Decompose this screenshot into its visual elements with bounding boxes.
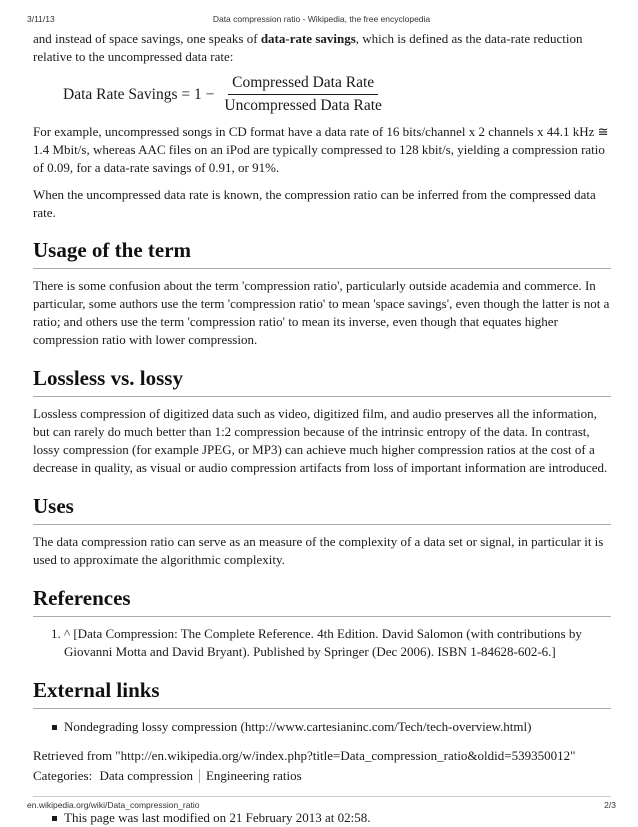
category-separator [199, 769, 200, 783]
data-rate-savings-term: data-rate savings [260, 31, 356, 46]
bullet-icon [52, 816, 57, 821]
print-page-number: 2/3 [604, 800, 616, 810]
print-url: en.wikipedia.org/wiki/Data_compression_ratio [27, 800, 200, 810]
footer-divider [33, 796, 611, 797]
print-date: 3/11/13 [27, 14, 55, 24]
retrieved-from: Retrieved from "http://en.wikipedia.org/w/index.php?title=Data_compression_ratio&oldid=539350012" [33, 748, 576, 763]
heading-external-links: External links [33, 677, 611, 709]
external-link-text[interactable]: Nondegrading lossy compression (http://www.cartesianinc.com/Tech/tech-overview.html) [64, 719, 532, 734]
intro-text-rest: , which is defined as the data-rate reduction relative to the uncompressed data rate: [33, 31, 583, 64]
uses-paragraph: The data compression ratio can serve as an measure of the complexity of a data set or signal, in particular it is used to approximate the algorithmic complexity. [33, 534, 604, 567]
heading-references: References [33, 585, 611, 617]
heading-lossless: Lossless vs. lossy [33, 365, 611, 397]
print-footer [27, 800, 616, 812]
references-list [33, 625, 611, 661]
intro-paragraph [33, 30, 611, 66]
external-link-item[interactable] [64, 718, 611, 736]
usage-paragraph: There is some confusion about the term 'compression ratio', particularly outside academia and commerce. In particular, some authors use the term 'compression ratio' to mean 'space savings', even though the latter is not a ratio; and others use the term 'compression ratio' to mean its inverse, even though that equates higher compression ratio with lower compression. [33, 278, 610, 347]
formula-lhs: Data Rate Savings = 1 − [63, 85, 215, 103]
heading-usage: Usage of the term [33, 237, 611, 269]
intro-text: and instead of space savings, one speaks of [33, 31, 261, 46]
reference-item[interactable]: 1. ^ [Data Compression: The Complete Reference. 4th Edition. David Salomon (with contributions by Giovanni Motta and David Bryant). Published by Springer (Dec 2006). ISBN 1-84628-602-6.] [64, 625, 611, 661]
category-link-data-compression[interactable]: Data compression [99, 768, 193, 783]
heading-uses: Uses [33, 493, 611, 525]
formula-fraction [220, 74, 386, 115]
formula-numerator: Compressed Data Rate [228, 74, 378, 95]
formula-denominator: Uncompressed Data Rate [224, 97, 382, 114]
category-link-engineering-ratios[interactable]: Engineering ratios [205, 768, 302, 783]
last-modified-text: This page was last modified on 21 February 2013 at 02:58. [64, 810, 371, 825]
article-content [33, 30, 611, 827]
lossless-paragraph: Lossless compression of digitized data such as video, digitized film, and audio preserves all the information, but can rarely do much better than 1:2 compression because of the intrinsic entropy of the data. In contrast, lossy compression (for example JPEG, or MP3) can achieve much higher compression ratios at the cost of a decrease in quality, as visual or audio compression artifacts from loss of important information are introduced. [33, 406, 608, 475]
inference-paragraph: When the uncompressed data rate is known, the compression ratio can be inferred from the compressed data rate. [33, 187, 596, 220]
external-links-list [33, 718, 611, 736]
example-paragraph: For example, uncompressed songs in CD format have a data rate of 16 bits/channel x 2 channels x 44.1 kHz ≅ 1.4 Mbit/s, whereas AAC files on an iPod are typically compressed to 128 kbit/s, yielding a compression ratio of 0.09, for a data-rate savings of 0.91, or 91%. [33, 124, 609, 175]
bullet-icon [52, 725, 57, 730]
data-rate-savings-formula [33, 66, 611, 123]
print-header [27, 14, 616, 26]
categories-label: Categories: [33, 768, 93, 783]
print-title: Data compression ratio - Wikipedia, the free encyclopedia [212, 14, 431, 24]
categories-bar [33, 767, 611, 785]
